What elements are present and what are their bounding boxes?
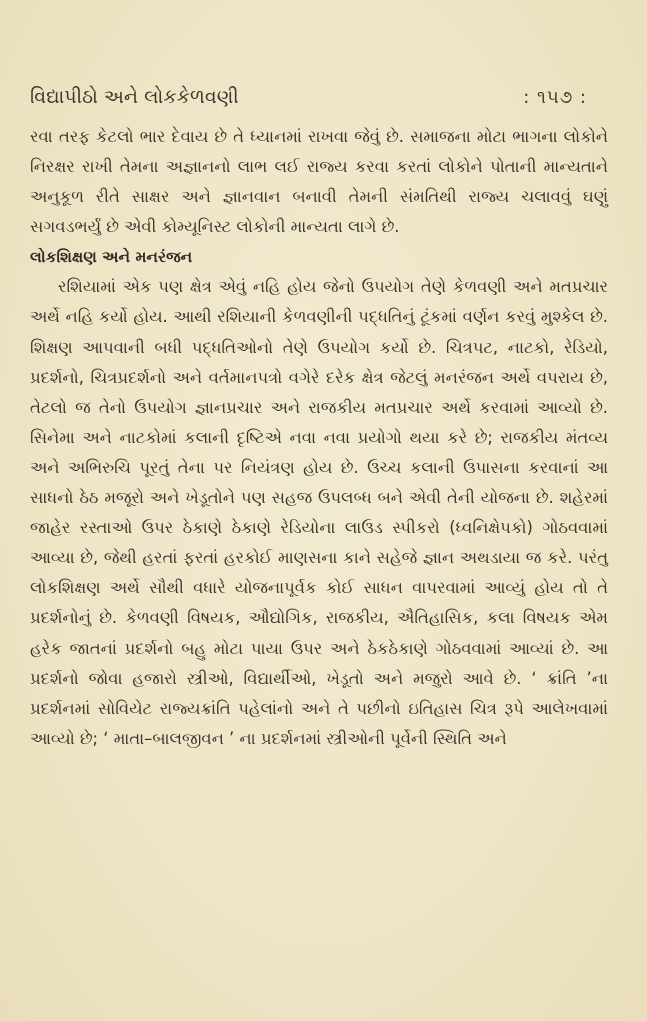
page-number: : ૧૫૭ :: [523, 87, 587, 108]
body-text: [30, 122, 608, 754]
paragraph-main: રશિયામાં એક પણ ક્ષેત્ર એવું નહિ હોય જેનો ઉપયોગ તેણે કેળવણી અને મતપ્રચાર અર્થે નહિ કર્યો હોય. આથી રશિયાની કેળવણીની પદ્ધતિનું ટૂંકમાં વર્ણન કરવું મુશ્કેલ છે. શિક્ષણ આપવાની બધી પદ્ધતિઓનો તેણે ઉપયોગ કર્યો છે. ચિત્રપટ, નાટકો, રેડિયો, પ્રદર્શનો, ચિત્રપ્રદર્શનો અને વર્તમાનપત્રો વગેરે દરેક ક્ષેત્ર જેટલું મનરંજન અર્થે વપરાય છે, તેટલો જ તેનો ઉપયોગ જ્ઞાનપ્રચાર અને રાજકીય મતપ્રચાર અર્થે કરવામાં આવ્યો છે. સિનેમા અને નાટકોમાં કલાની દૃષ્ટિએ નવા નવા પ્રયોગો થયા કરે છે; રાજકીય મંતવ્ય અને અભિરુચિ પૂરતું તેના પર નિયંત્રણ હોય છે. ઉચ્ચ કલાની ઉપાસના કરવાનાં આ સાધનો ઠેઠ મજૂરો અને ખેડૂતોને પણ સહજ ઉપલબ્ધ બને એવી તેની યોજના છે. શહેરમાં જાહેર રસ્તાઓ ઉપર ઠેકાણે ઠેકાણે રેડિયોના લાઉડ સ્પીકરો (ધ્વનિક્ષેપકો) ગોઠવવામાં આવ્યા છે, જેથી હરતાં ફરતાં હરકોઈ માણસના કાને સહેજે જ્ઞાન અથડાયા જ કરે. પરંતુ લોકશિક્ષણ અર્થે સૌથી વધારે યોજનાપૂર્વક કોઈ સાધન વાપરવામાં આવ્યું હોય તો તે પ્રદર્શનોનું છે. કેળવણી વિષયક, ઔદ્યોગિક, રાજકીય, ઐતિહાસિક, કલા વિષયક એમ હરેક જાતનાં પ્રદર્શનો બહુ મોટા પાયા ઉપર અને ઠેકઠેકાણે ગોઠવવામાં આવ્યાં છે. આ પ્રદર્શનો જોવા હજારો સ્ત્રીઓ, વિદ્યાર્થીઓ, ખેડૂતો અને મજુરો આવે છે. ‘ ક્રાંતિ ’ના પ્રદર્શનમાં સોવિયેટ રાજ્યક્રાંતિ પહેલાંનો અને તે પછીનો ઇતિહાસ ચિત્ર રૂપે આલેખવામાં આવ્યો છે; ‘ માતા–બાલજીવન ’ ના પ્રદર્શનમાં સ્ત્રીઓની પૂર્વેની સ્થિતિ અને: [30, 277, 608, 748]
section-heading: લોકશિક્ષણ અને મનરંજન: [30, 248, 193, 267]
running-head: [30, 86, 587, 114]
running-title: વિદ્યાપીઠો અને લોકકેળવણી: [30, 86, 239, 108]
paragraph-continuation: રવા તરફ કેટલો ભાર દેવાય છે તે ધ્યાનમાં રાખવા જેવું છે. સમાજના મોટા ભાગના લોકોને નિરક્ષર રાખી તેમના અજ્ઞાનનો લાભ લઈ રાજ્ય કરવા કરતાં લોકોને પોતાની માન્યતાને અનુકૂળ રીતે સાક્ષર અને જ્ઞાનવાન બનાવી તેમની સંમતિથી રાજ્ય ચલાવવું ઘણું સગવડભર્યું છે એવી કોમ્યૂનિસ્ટ લોકોની માન્યતા લાગે છે.: [30, 127, 608, 237]
